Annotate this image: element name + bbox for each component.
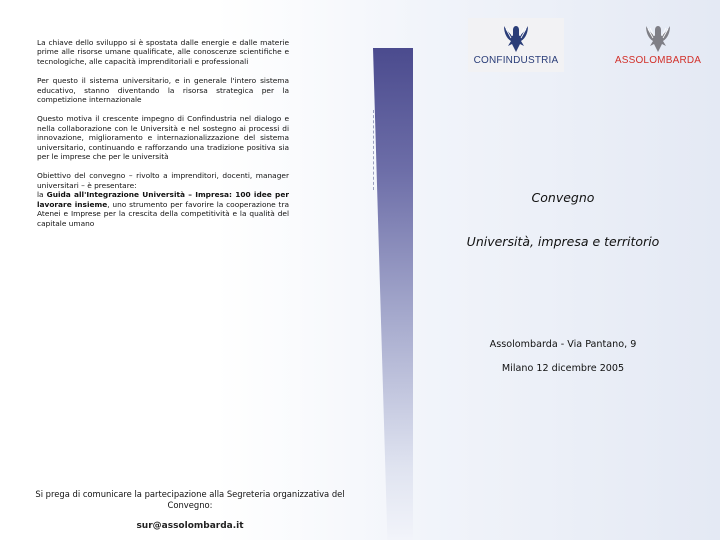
assolombarda-wordmark: ASSOLOMBARDA bbox=[614, 55, 702, 66]
contact-email[interactable]: sur@assolombarda.it bbox=[136, 521, 244, 531]
event-venue: Assolombarda - Via Pantano, 9 bbox=[489, 339, 637, 350]
decorative-ribbon bbox=[373, 48, 413, 540]
event-date: Milano 12 dicembre 2005 bbox=[501, 363, 625, 374]
event-title: Università, impresa e territorio bbox=[466, 234, 660, 249]
objective-pre: la bbox=[37, 190, 47, 200]
ribbon-dash-line bbox=[373, 110, 375, 190]
paragraph-university-system: Per questo il sistema universitario, e in generale l'intero sistema educativo, stanno diventando la risorsa strategica per la competizione internazionale bbox=[37, 76, 289, 105]
paragraph-confindustria-commitment: Questo motiva il crescente impegno di Confindustria nel dialogo e nella collaborazione con le Università e nel sostegno ai processi di innovazione, miglioramento e internazionalizzazione del sistema universitario, continuando e rafforzando una tradizione positiva sia per le imprese che per le università bbox=[37, 114, 289, 162]
eagle-icon bbox=[496, 22, 536, 54]
confindustria-wordmark: CONFINDUSTRIA bbox=[473, 55, 559, 66]
assolombarda-logo bbox=[608, 18, 708, 72]
paragraph-development: La chiave dello sviluppo si è spostata dalle energie e dalle materie prime alle risorse umane qualificate, alle conoscenze scientifiche e tecnologiche, alle capacità imprenditoriali e professionali bbox=[37, 38, 289, 66]
guide-title: Guida all'Integrazione Università – Impresa: 100 idee per lavorare insieme bbox=[37, 190, 289, 209]
objective-post: , uno strumento per favorire la cooperazione tra Atenei e Imprese per la crescita della competitività e la qualità del capitale umano bbox=[37, 199, 290, 228]
registration-note: Si prega di comunicare la partecipazione alla Segreteria organizzativa del Convegno: bbox=[35, 489, 345, 510]
confindustria-logo bbox=[468, 18, 564, 72]
event-label: Convegno bbox=[531, 190, 595, 205]
objective-intro: Obiettivo del convegno – rivolto a imprenditori, docenti, manager universitari – è presentare: bbox=[37, 171, 289, 190]
eagle-icon bbox=[638, 22, 678, 54]
left-column bbox=[37, 38, 289, 238]
paragraph-objective bbox=[37, 171, 289, 227]
